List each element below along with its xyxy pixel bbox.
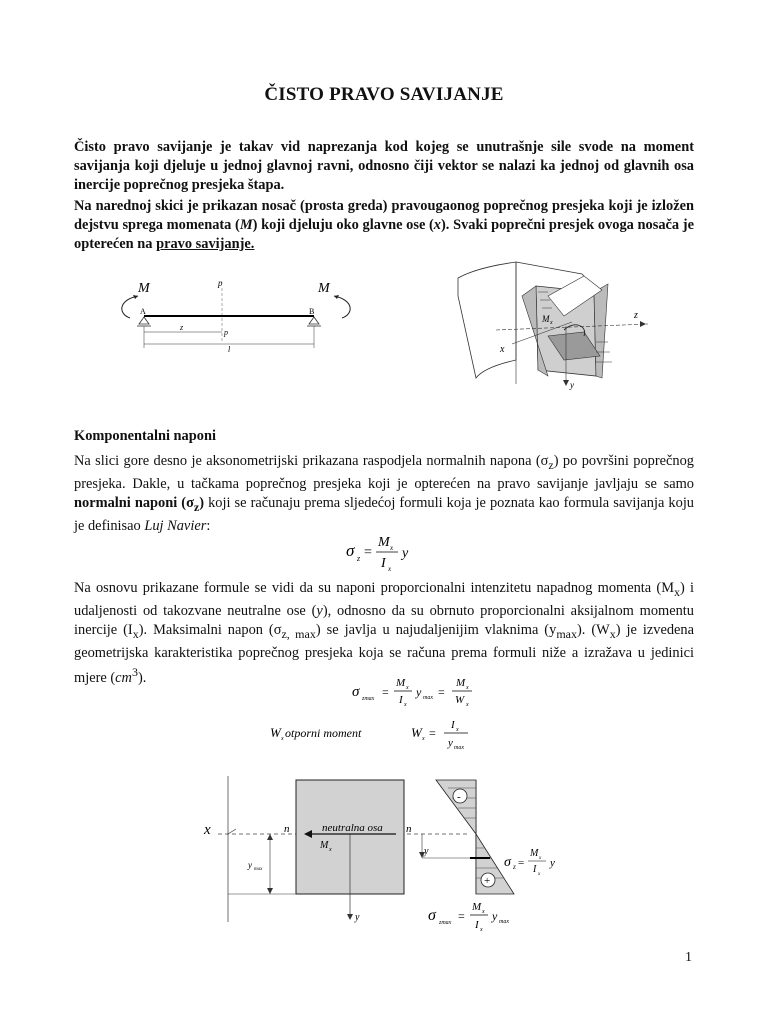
svg-text:y: y [424,846,429,857]
svg-text:y: y [570,380,574,390]
svg-text:W: W [455,694,465,706]
svg-text:+: + [484,875,491,887]
svg-text:=: = [438,685,445,699]
svg-text:M: M [318,281,330,296]
page-number: 1 [685,950,692,965]
svg-text:σ: σ [352,684,360,700]
intro-paragraph: Čisto pravo savijanje je takav vid naprezanja kod kojeg se unutrašnje sile svode na moment savijanja koji djeluje u jednoj glavnoj ravni, odnosno čiji vektor se nalazi ka jednoj od glavnih osa inercije poprečnog presjeka štapa. [74,139,694,193]
section-heading-komponentalni-naponi: Komponentalni naponi [74,428,216,444]
svg-text:M: M [542,314,550,324]
beam-description-paragraph: Na narednoj skici je prikazan nosač (prosta greda) pravougaonog poprečnog presjeka koji je izložen dejstvu sprega momenata (M) koji djeluju oko glavne ose (x). Svaki poprečni presjek ovoga nosača je opterećen na pravo savijanje. [74,198,694,252]
svg-text:M: M [138,281,150,296]
svg-text:A: A [140,307,146,316]
svg-text:x: x [456,727,459,733]
svg-text:x: x [539,856,542,861]
svg-text:x: x [329,847,332,853]
svg-text:x: x [404,702,407,708]
svg-text:-: - [457,791,461,803]
svg-text:x: x [550,320,553,326]
svg-text:x: x [466,702,469,708]
svg-text:x: x [500,344,505,355]
svg-text:x: x [480,927,483,933]
svg-text:I: I [451,719,455,731]
max-stress-formula [268,672,488,752]
svg-text:max: max [454,745,464,751]
svg-text:M: M [530,848,539,859]
svg-text:W: W [411,725,422,740]
svg-text:M: M [456,677,466,689]
svg-text:z: z [513,863,516,871]
svg-text:z: z [357,554,361,563]
svg-text:M: M [320,840,329,851]
svg-text:M: M [396,677,406,689]
svg-text:I: I [475,919,479,931]
svg-text:zmax: zmax [362,696,375,702]
svg-text:p: p [224,328,228,337]
svg-text:neutralna osa: neutralna osa [322,822,383,834]
svg-text:l: l [228,345,231,354]
isometric-stress-figure [452,256,652,392]
svg-text:x: x [204,822,211,838]
svg-text:y: y [492,909,498,923]
svg-text:max: max [254,867,263,872]
svg-text:x: x [406,685,409,691]
svg-text:x: x [466,685,469,691]
svg-text:x: x [538,872,541,877]
formula-explanation-paragraph: Na osnovu prikazane formule se vidi da su naponi proporcionalni intenzitetu napadnog momenta $(M_x)$ i udaljenosti od takozvane neutralne ose (y), odnosno da su obrnuto proporcionalni aksijalnom momentu inercije $(I_x)$. Maksimalni napon $(\sigma_{z, max})$ se javlja u najudaljenijim vlaknima $(y_{max})$. $(W_x)$ je izvedena geometrijska karakteristika poprečnog presjeka koja se računa prema formuli niže a izražava u jedinici mjere $(cm^3)$. [74,580,694,686]
svg-text:=: = [382,685,389,699]
svg-text:M: M [472,901,482,913]
svg-text:σ: σ [346,541,355,560]
svg-text:y: y [248,860,252,870]
svg-text:σ: σ [504,855,511,870]
page-title: ČISTO PRAVO SAVIJANJE [264,84,504,105]
svg-text:p: p [218,278,223,288]
svg-text:=: = [429,726,436,740]
svg-text:σ: σ [428,907,436,924]
svg-text:x: x [422,736,425,742]
svg-text:=: = [518,857,525,869]
cross-section-stress-figure [200,772,560,942]
svg-text:M: M [378,535,390,550]
svg-text:=: = [458,909,465,923]
stress-paragraph: Na slici gore desno je aksonometrijski prikazana raspodjela normalnih napona $(\sigma_z)$ po površini poprečnog presjeka. Dakle, u tačkama poprečnog presjeka koji je opterećen na pravo savijanje javljaju se samo normalni naponi $(\sigma_z)$ koji se računaju prema sljedećoj formuli koja je poznata kao formula savijanja koju je definisao Luj Navier: [74,453,695,534]
svg-text:x: x [281,736,284,742]
svg-text:y: y [416,685,422,699]
svg-text:x: x [388,565,392,573]
svg-text:I: I [399,694,403,706]
svg-text:W: W [270,725,281,740]
svg-text:n: n [406,823,412,835]
svg-text:x: x [482,909,485,915]
svg-text:y: y [448,737,453,749]
svg-text:=: = [364,545,372,560]
svg-text:I: I [533,864,537,875]
svg-text:y: y [550,857,555,869]
navier-formula [344,530,434,574]
svg-text:y: y [355,912,360,923]
svg-text:z: z [634,310,638,321]
svg-text:I: I [381,556,386,571]
simple-beam-figure [110,272,370,354]
svg-text:B: B [309,307,315,316]
svg-text:max: max [423,695,433,701]
svg-text:max: max [499,919,509,925]
svg-text:n: n [284,823,290,835]
svg-text:x: x [390,544,394,552]
svg-text:zmax: zmax [439,920,452,926]
svg-text:otporni moment: otporni moment [285,726,362,740]
svg-text:y: y [402,546,409,561]
pravo-savijanje-link[interactable]: pravo savijanje. [156,236,255,252]
svg-text:z: z [180,323,184,332]
